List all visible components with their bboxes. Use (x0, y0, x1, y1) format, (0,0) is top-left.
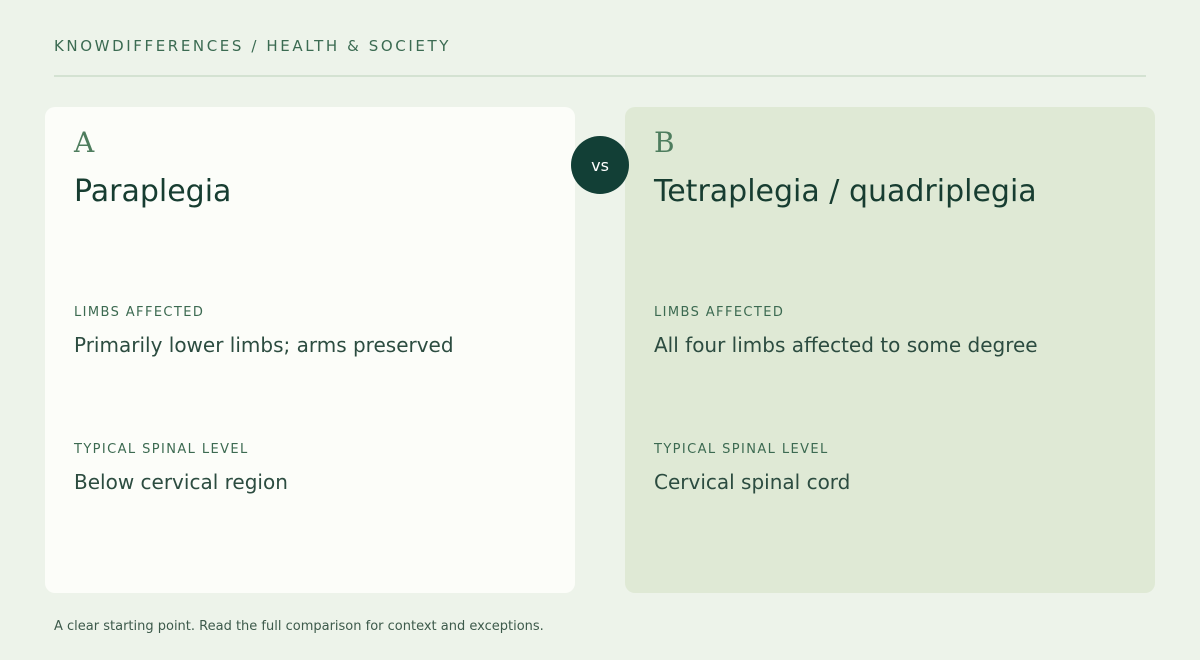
limbs-affected-value-a: Primarily lower limbs; arms preserved (74, 333, 454, 357)
spinal-level-value-b: Cervical spinal cord (654, 470, 851, 494)
vs-badge (571, 136, 629, 194)
breadcrumb: KNOWDIFFERENCES / HEALTH & SOCIETY (54, 37, 451, 55)
vs-label: vs (591, 155, 609, 175)
spinal-level-label-a: TYPICAL SPINAL LEVEL (74, 442, 249, 457)
option-letter-b: B (654, 126, 675, 159)
option-letter-a: A (74, 126, 95, 159)
comparison-card-a (45, 107, 575, 593)
option-title-b: Tetraplegia / quadriplegia (654, 174, 1037, 209)
header-divider (54, 75, 1146, 77)
limbs-affected-label-b: LIMBS AFFECTED (654, 305, 785, 320)
option-title-a: Paraplegia (74, 174, 232, 209)
footer-note: A clear starting point. Read the full comparison for context and exceptions. (54, 619, 544, 634)
limbs-affected-label-a: LIMBS AFFECTED (74, 305, 205, 320)
comparison-card-b (625, 107, 1155, 593)
spinal-level-label-b: TYPICAL SPINAL LEVEL (654, 442, 829, 457)
limbs-affected-value-b: All four limbs affected to some degree (654, 333, 1038, 357)
spinal-level-value-a: Below cervical region (74, 470, 288, 494)
